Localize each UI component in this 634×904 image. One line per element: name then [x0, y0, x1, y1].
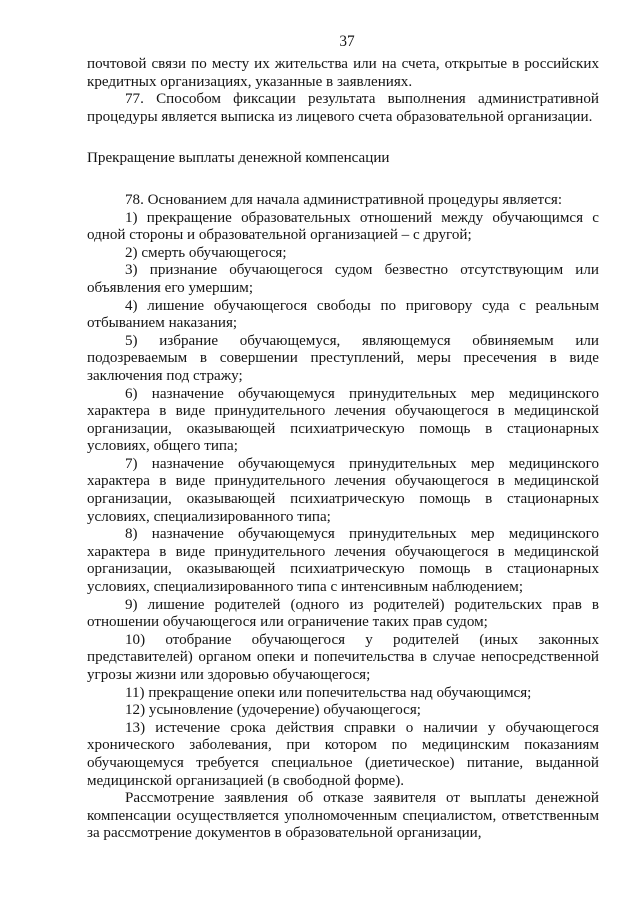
- list-item-13: 13) истечение срока действия справки о наличии у обучающегося хронического заболевания, при котором по медицинским показаниям обучающемуся требуется специальное (диетическое) питание, выданной медицинской организацией (в свободной форме).: [87, 719, 599, 789]
- list-item-10: 10) отобрание обучающегося у родителей (иных законных представителей) органом опеки и попечительства в случае непосредственной угрозы жизни или здоровью обучающегося;: [87, 631, 599, 683]
- paragraph-78: 78. Основанием для начала административной процедуры является:: [125, 191, 563, 208]
- list-item-6: 6) назначение обучающемуся принудительных мер медицинского характера в виде принудительного лечения обучающегося в медицинской организации, оказывающей психиатрическую помощь в стационарных условиях, общего типа;: [87, 385, 599, 455]
- page-number: 37: [339, 33, 355, 50]
- paragraph-continuation: почтовой связи по месту их жительства или на счета, открытые в российских кредитных организациях, указанные в заявлениях.: [87, 56, 599, 90]
- list-item-8: 8) назначение обучающемуся принудительных мер медицинского характера в виде принудительного лечения обучающегося в медицинской организации, оказывающей психиатрическую помощь в стационарных условиях, специализированного типа с интенсивным наблюдением;: [87, 526, 599, 596]
- paragraph-review: Рассмотрение заявления об отказе заявителя от выплаты денежной компенсации осуществляется уполномоченным специалистом, ответственным за рассмотрение документов в образовательной организации,: [87, 790, 599, 842]
- list-item-1: 1) прекращение образовательных отношений между обучающимся с одной стороны и образовательной организацией – с другой;: [87, 209, 599, 244]
- list-item-4: 4) лишение обучающегося свободы по приговору суда с реальным отбыванием наказания;: [87, 297, 599, 332]
- section-heading: Прекращение выплаты денежной компенсации: [87, 150, 390, 167]
- document-body: [87, 56, 599, 843]
- list-item-2: 2) смерть обучающегося;: [125, 244, 287, 261]
- list-item-9: 9) лишение родителей (одного из родителей) родительских прав в отношении обучающегося или ограничение таких прав судом;: [87, 596, 599, 631]
- list-item-12: 12) усыновление (удочерение) обучающегося;: [125, 702, 422, 719]
- list-item-3: 3) признание обучающегося судом безвестно отсутствующим или объявления его умершим;: [87, 262, 599, 296]
- paragraph-77: 77. Способом фиксации результата выполнения административной процедуры является выписка из лицевого счета образовательной организации.: [87, 91, 599, 125]
- list-item-7: 7) назначение обучающемуся принудительных мер медицинского характера в виде принудительного лечения обучающегося в медицинской организации, оказывающей психиатрическую помощь в стационарных условиях, специализированного типа;: [87, 455, 599, 525]
- list-item-5: 5) избрание обучающемуся, являющемуся обвиняемым или подозреваемым в совершении преступлений, меры пресечения в виде заключения под стражу;: [87, 332, 599, 384]
- list-item-11: 11) прекращение опеки или попечительства над обучающимся;: [125, 684, 532, 701]
